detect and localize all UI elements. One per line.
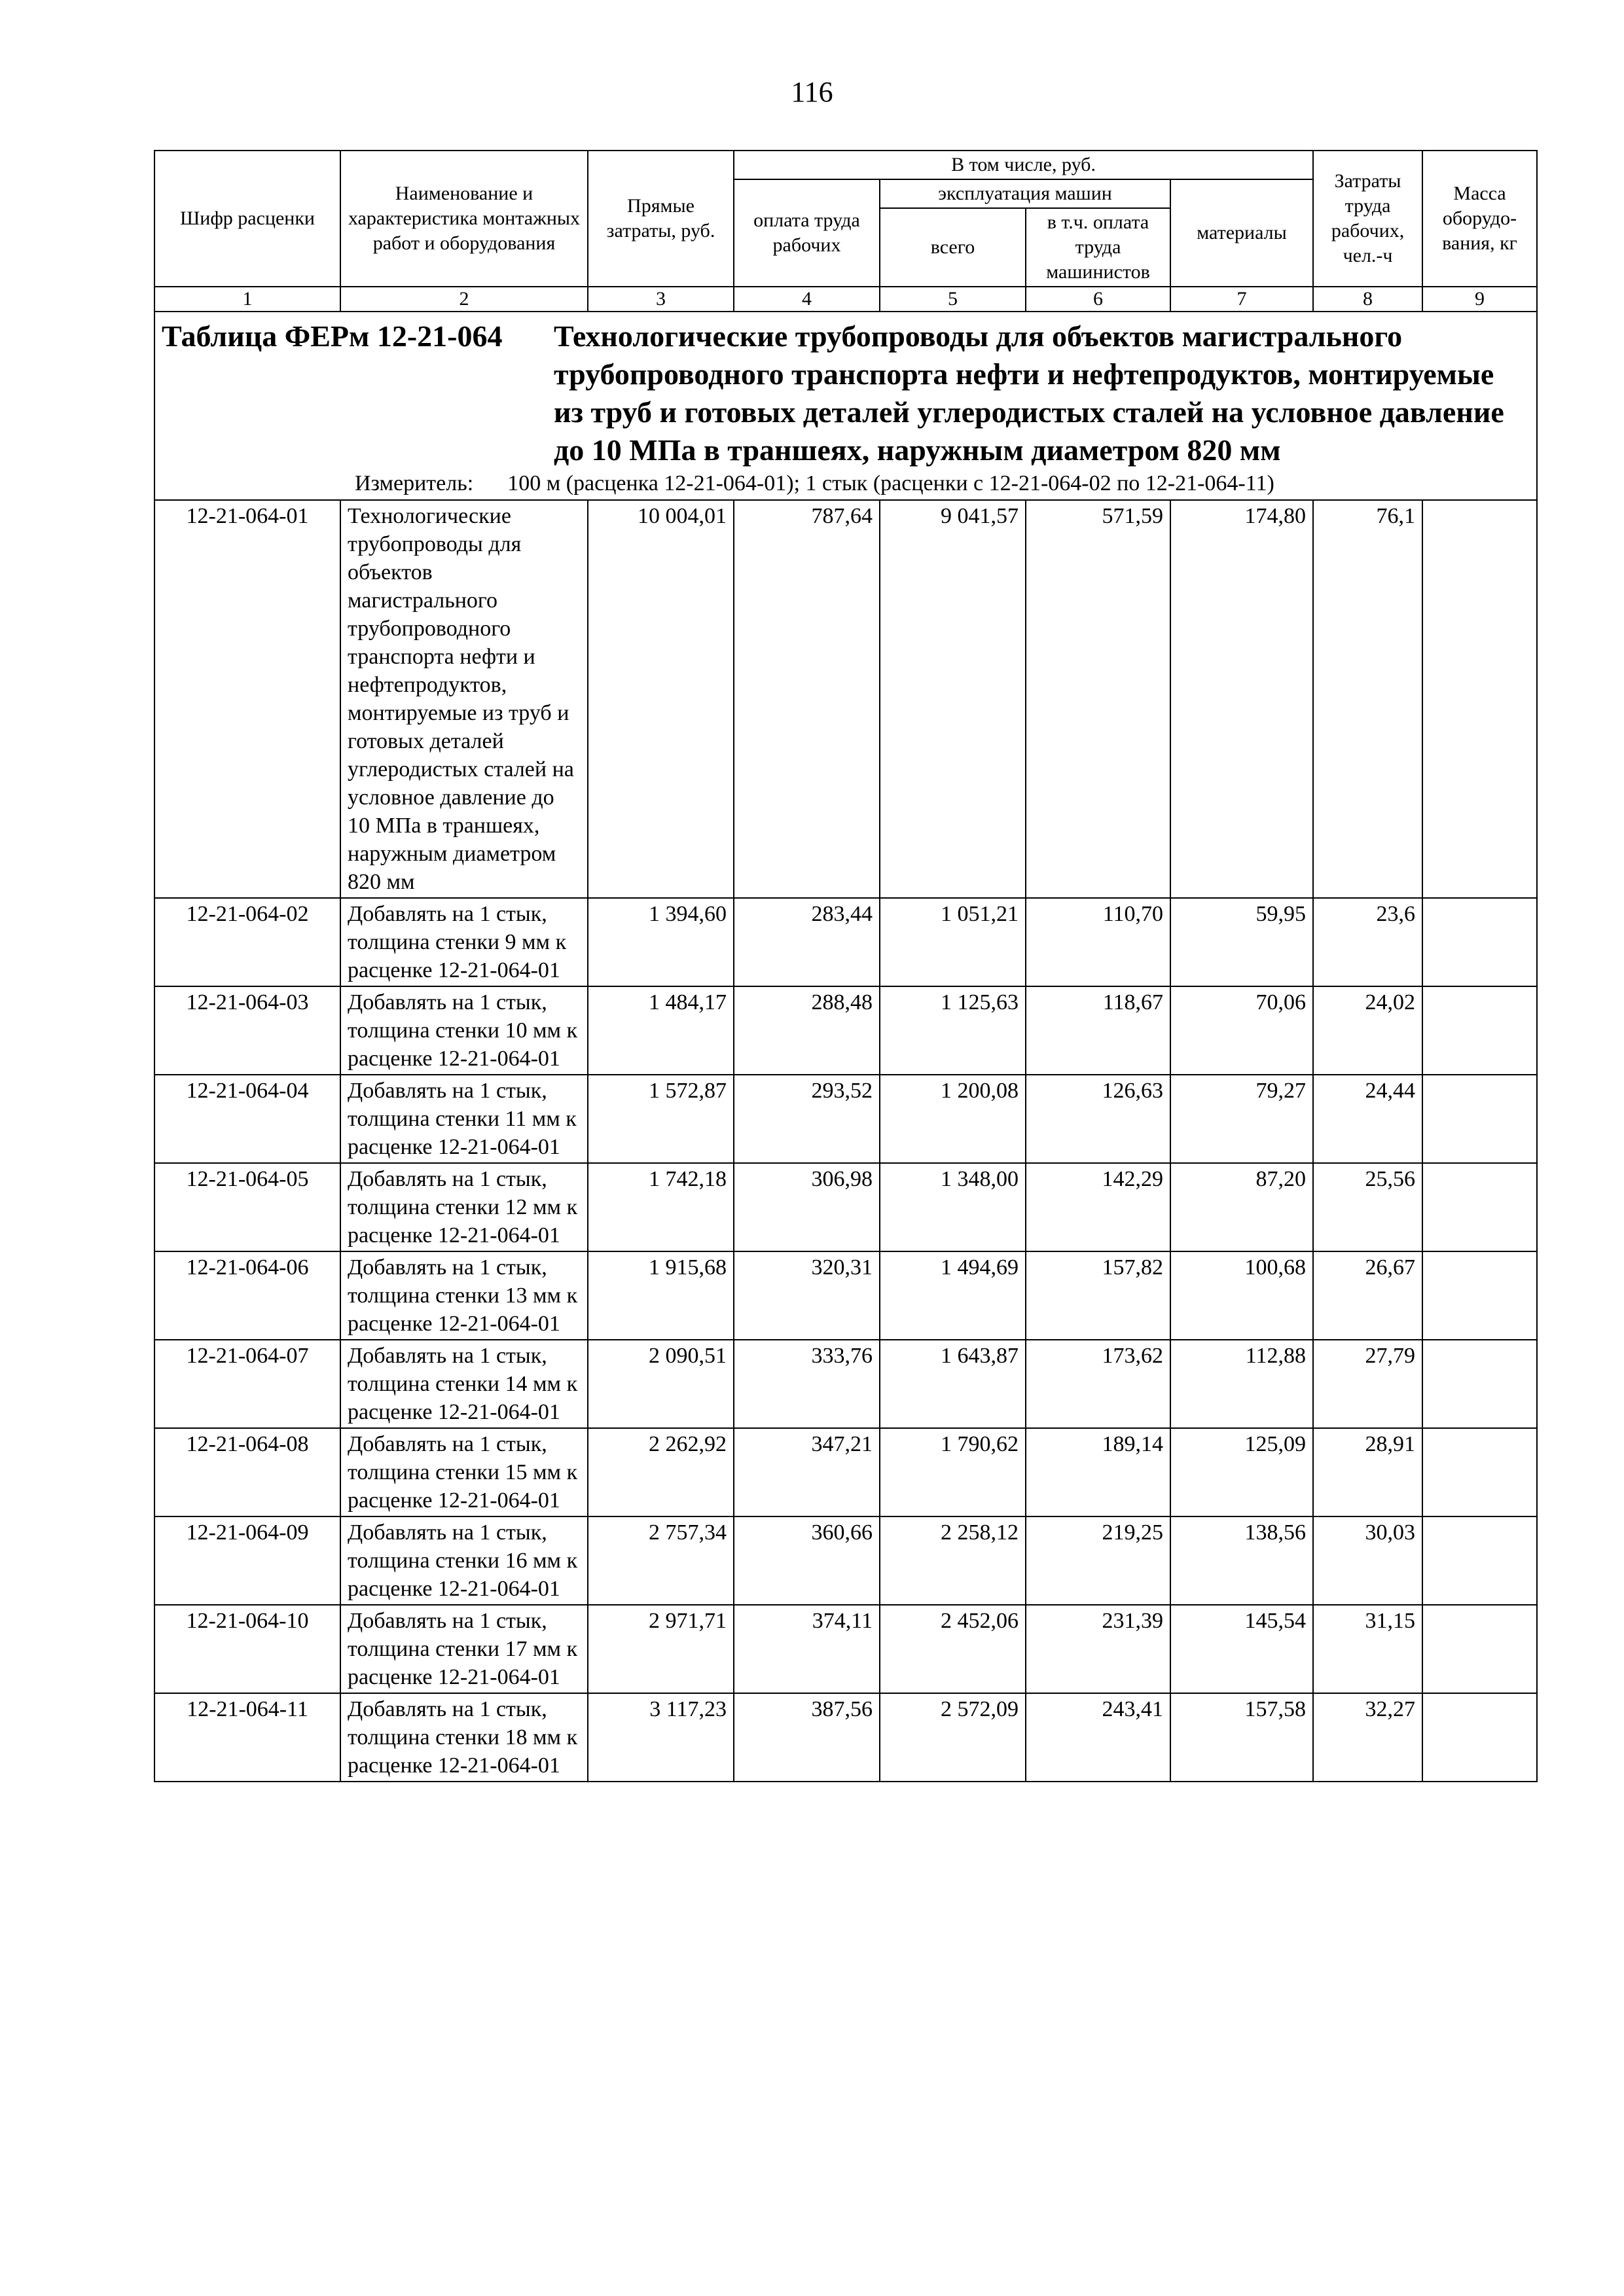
direct-cost: 2 262,92 xyxy=(588,1428,734,1516)
materials-cost: 59,95 xyxy=(1170,898,1313,986)
table-row xyxy=(154,1428,1537,1516)
labor-hours: 31,15 xyxy=(1313,1605,1422,1693)
machinists-pay: 142,29 xyxy=(1026,1163,1170,1251)
work-name: Добавлять на 1 стык, толщина стенки 15 мм к расценке 12-21-064-01 xyxy=(340,1428,588,1516)
machinists-pay: 219,25 xyxy=(1026,1516,1170,1605)
col-number: 4 xyxy=(734,287,880,312)
col-number: 1 xyxy=(154,287,340,312)
materials-cost: 79,27 xyxy=(1170,1075,1313,1163)
col-number: 9 xyxy=(1422,287,1537,312)
machines-total: 1 790,62 xyxy=(880,1428,1026,1516)
rate-code: 12-21-064-02 xyxy=(154,898,340,986)
machines-total: 2 452,06 xyxy=(880,1605,1026,1693)
work-name: Добавлять на 1 стык, толщина стенки 13 мм к расценке 12-21-064-01 xyxy=(340,1251,588,1340)
machines-total: 1 348,00 xyxy=(880,1163,1026,1251)
header-name: Наименование и характеристика монтажных работ и оборудования xyxy=(340,151,588,287)
labor-pay: 333,76 xyxy=(734,1340,880,1428)
table-row xyxy=(154,1693,1537,1782)
header-mass: Масса оборудо-вания, кг xyxy=(1422,151,1537,287)
machinists-pay: 571,59 xyxy=(1026,500,1170,898)
machines-total: 9 041,57 xyxy=(880,500,1026,898)
table-row xyxy=(154,1251,1537,1340)
labor-pay: 387,56 xyxy=(734,1693,880,1782)
rate-code: 12-21-064-06 xyxy=(154,1251,340,1340)
table-title-label: Таблица ФЕРм 12-21-064 xyxy=(162,319,503,353)
labor-hours: 23,6 xyxy=(1313,898,1422,986)
labor-pay: 787,64 xyxy=(734,500,880,898)
machinists-pay: 173,62 xyxy=(1026,1340,1170,1428)
work-name: Добавлять на 1 стык, толщина стенки 11 мм к расценке 12-21-064-01 xyxy=(340,1075,588,1163)
work-name: Добавлять на 1 стык, толщина стенки 16 мм к расценке 12-21-064-01 xyxy=(340,1516,588,1605)
table-body xyxy=(154,151,1537,1782)
direct-cost: 1 742,18 xyxy=(588,1163,734,1251)
direct-cost: 2 971,71 xyxy=(588,1605,734,1693)
header-code: Шифр расценки xyxy=(154,151,340,287)
header-direct: Прямые затраты, руб. xyxy=(588,151,734,287)
labor-hours: 26,67 xyxy=(1313,1251,1422,1340)
equipment-mass xyxy=(1422,1516,1537,1605)
direct-cost: 1 394,60 xyxy=(588,898,734,986)
col-number: 6 xyxy=(1026,287,1170,312)
equipment-mass xyxy=(1422,986,1537,1075)
table-title-row xyxy=(154,312,1537,500)
table-title-cell xyxy=(154,312,1537,500)
labor-hours: 24,44 xyxy=(1313,1075,1422,1163)
materials-cost: 174,80 xyxy=(1170,500,1313,898)
rate-code: 12-21-064-10 xyxy=(154,1605,340,1693)
header-labor-cost: Затраты труда рабочих, чел.-ч xyxy=(1313,151,1422,287)
labor-hours: 28,91 xyxy=(1313,1428,1422,1516)
equipment-mass xyxy=(1422,1428,1537,1516)
rate-code: 12-21-064-05 xyxy=(154,1163,340,1251)
header-materials: материалы xyxy=(1170,179,1313,287)
labor-pay: 306,98 xyxy=(734,1163,880,1251)
measure-label: Измеритель: xyxy=(355,471,474,495)
labor-hours: 32,27 xyxy=(1313,1693,1422,1782)
table-row xyxy=(154,898,1537,986)
labor-pay: 360,66 xyxy=(734,1516,880,1605)
work-name: Добавлять на 1 стык, толщина стенки 14 мм к расценке 12-21-064-01 xyxy=(340,1340,588,1428)
labor-pay: 293,52 xyxy=(734,1075,880,1163)
header-machinists-pay: в т.ч. оплата труда машинистов xyxy=(1026,208,1170,287)
col-number: 5 xyxy=(880,287,1026,312)
materials-cost: 138,56 xyxy=(1170,1516,1313,1605)
rate-code: 12-21-064-04 xyxy=(154,1075,340,1163)
header-labor-pay: оплата труда рабочих xyxy=(734,179,880,287)
machines-total: 2 258,12 xyxy=(880,1516,1026,1605)
equipment-mass xyxy=(1422,1163,1537,1251)
work-name: Добавлять на 1 стык, толщина стенки 9 мм к расценке 12-21-064-01 xyxy=(340,898,588,986)
rate-code: 12-21-064-09 xyxy=(154,1516,340,1605)
equipment-mass xyxy=(1422,1340,1537,1428)
labor-hours: 25,56 xyxy=(1313,1163,1422,1251)
direct-cost: 1 572,87 xyxy=(588,1075,734,1163)
work-name: Добавлять на 1 стык, толщина стенки 12 мм к расценке 12-21-064-01 xyxy=(340,1163,588,1251)
table-row xyxy=(154,1163,1537,1251)
direct-cost: 2 757,34 xyxy=(588,1516,734,1605)
col-number: 2 xyxy=(340,287,588,312)
equipment-mass xyxy=(1422,500,1537,898)
machinists-pay: 126,63 xyxy=(1026,1075,1170,1163)
materials-cost: 100,68 xyxy=(1170,1251,1313,1340)
work-name: Добавлять на 1 стык, толщина стенки 10 мм к расценке 12-21-064-01 xyxy=(340,986,588,1075)
labor-pay: 374,11 xyxy=(734,1605,880,1693)
measure-value: 100 м (расценка 12-21-064-01); 1 стык (расценки с 12-21-064-02 по 12-21-064-11) xyxy=(507,471,1274,495)
table-title xyxy=(162,317,1530,469)
direct-cost: 3 117,23 xyxy=(588,1693,734,1782)
machines-total: 1 643,87 xyxy=(880,1340,1026,1428)
rate-code: 12-21-064-11 xyxy=(154,1693,340,1782)
materials-cost: 70,06 xyxy=(1170,986,1313,1075)
materials-cost: 125,09 xyxy=(1170,1428,1313,1516)
labor-hours: 30,03 xyxy=(1313,1516,1422,1605)
work-name: Добавлять на 1 стык, толщина стенки 17 мм к расценке 12-21-064-01 xyxy=(340,1605,588,1693)
materials-cost: 112,88 xyxy=(1170,1340,1313,1428)
direct-cost: 1 915,68 xyxy=(588,1251,734,1340)
col-number: 8 xyxy=(1313,287,1422,312)
machinists-pay: 118,67 xyxy=(1026,986,1170,1075)
table-row xyxy=(154,1340,1537,1428)
equipment-mass xyxy=(1422,1251,1537,1340)
materials-cost: 145,54 xyxy=(1170,1605,1313,1693)
equipment-mass xyxy=(1422,898,1537,986)
rate-code: 12-21-064-07 xyxy=(154,1340,340,1428)
machines-total: 1 051,21 xyxy=(880,898,1026,986)
work-name: Технологические трубопроводы для объектов магистрального трубопроводного транспорта нефти и нефтепродуктов, монтируемые из труб и готовых деталей углеродистых сталей на условное давление до 10 МПа в траншеях, наружным диаметром 820 мм xyxy=(340,500,588,898)
column-numbers-row xyxy=(154,287,1537,312)
rate-code: 12-21-064-08 xyxy=(154,1428,340,1516)
labor-hours: 76,1 xyxy=(1313,500,1422,898)
machinists-pay: 231,39 xyxy=(1026,1605,1170,1693)
labor-pay: 320,31 xyxy=(734,1251,880,1340)
machinists-pay: 110,70 xyxy=(1026,898,1170,986)
materials-cost: 157,58 xyxy=(1170,1693,1313,1782)
machines-total: 1 494,69 xyxy=(880,1251,1026,1340)
labor-hours: 24,02 xyxy=(1313,986,1422,1075)
equipment-mass xyxy=(1422,1605,1537,1693)
machines-total: 1 125,63 xyxy=(880,986,1026,1075)
equipment-mass xyxy=(1422,1693,1537,1782)
machinists-pay: 189,14 xyxy=(1026,1428,1170,1516)
rates-table xyxy=(154,150,1538,1782)
labor-pay: 347,21 xyxy=(734,1428,880,1516)
table-row xyxy=(154,500,1537,898)
header-including: В том числе, руб. xyxy=(734,151,1313,179)
header-row-1 xyxy=(154,151,1537,179)
labor-pay: 283,44 xyxy=(734,898,880,986)
direct-cost: 2 090,51 xyxy=(588,1340,734,1428)
measure-line xyxy=(162,471,1530,497)
machinists-pay: 243,41 xyxy=(1026,1693,1170,1782)
table-row xyxy=(154,986,1537,1075)
table-row xyxy=(154,1516,1537,1605)
machines-total: 2 572,09 xyxy=(880,1693,1026,1782)
rate-code: 12-21-064-03 xyxy=(154,986,340,1075)
labor-hours: 27,79 xyxy=(1313,1340,1422,1428)
col-number: 3 xyxy=(588,287,734,312)
table-row xyxy=(154,1075,1537,1163)
work-name: Добавлять на 1 стык, толщина стенки 18 мм к расценке 12-21-064-01 xyxy=(340,1693,588,1782)
machines-total: 1 200,08 xyxy=(880,1075,1026,1163)
materials-cost: 87,20 xyxy=(1170,1163,1313,1251)
machinists-pay: 157,82 xyxy=(1026,1251,1170,1340)
col-number: 7 xyxy=(1170,287,1313,312)
header-machines: эксплуатация машин xyxy=(880,179,1170,208)
labor-pay: 288,48 xyxy=(734,986,880,1075)
header-machines-total: всего xyxy=(880,208,1026,287)
direct-cost: 10 004,01 xyxy=(588,500,734,898)
page-number: 116 xyxy=(791,76,833,108)
direct-cost: 1 484,17 xyxy=(588,986,734,1075)
table-title-text: Технологические трубопроводы для объектов магистрального трубопроводного транспорта нефти и нефтепродуктов, монтируемые из труб и готовых деталей углеродистых сталей на условное давление до 10 МПа в траншеях, наружным диаметром 820 мм xyxy=(554,319,1504,467)
equipment-mass xyxy=(1422,1075,1537,1163)
rate-code: 12-21-064-01 xyxy=(154,500,340,898)
table-row xyxy=(154,1605,1537,1693)
